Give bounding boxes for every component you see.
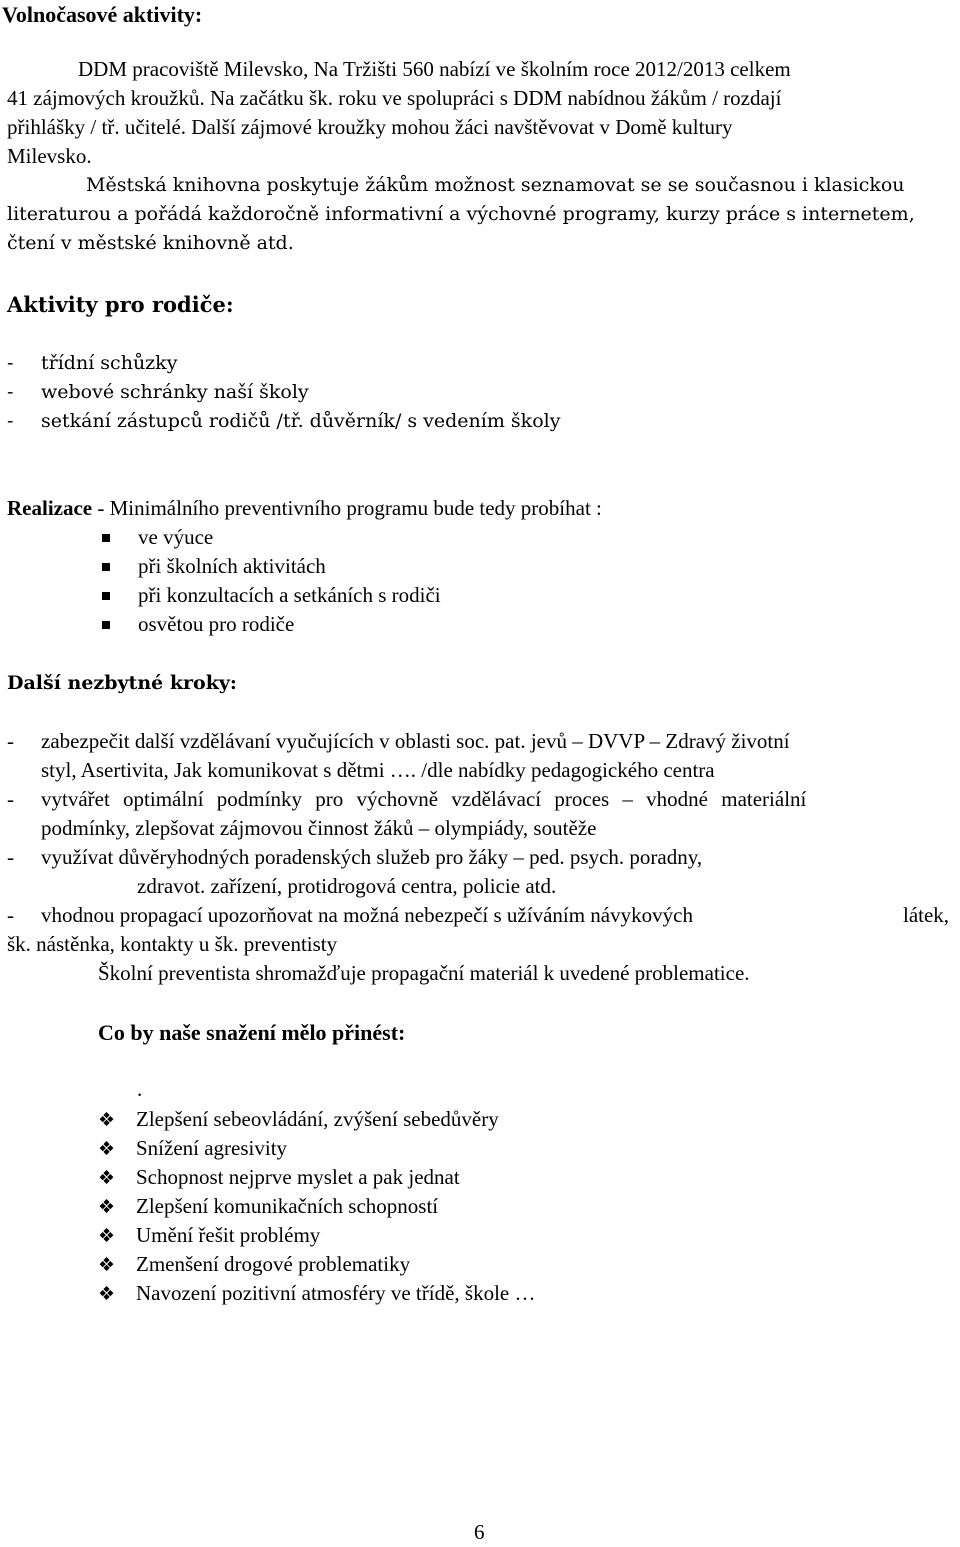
list-item — [98, 1192, 438, 1222]
leisure-para1-line4: Milevsko. — [7, 144, 92, 168]
heading-leisure: Volnočasové aktivity: — [2, 2, 203, 27]
list-item — [98, 610, 294, 639]
realization-item-3: při konzultacích a setkáních s rodiči — [138, 583, 441, 607]
list-item: - setkání zástupců rodičů /tř. důvěrník/ s vedením školy — [7, 410, 561, 432]
step-1-text: zabezpečit další vzdělávaní vyučujících v oblasti soc. pat. jevů – DVVP – Zdravý životní — [41, 729, 790, 753]
square-bullet-icon — [102, 563, 110, 571]
list-item — [98, 1134, 287, 1164]
dash-marker: - — [7, 729, 14, 753]
realization-label: Realizace — [7, 496, 93, 520]
list-item — [98, 1279, 535, 1309]
diamond-bullet-icon: ❖ — [98, 1139, 116, 1160]
leisure-para2-line3: čtení v městské knihovně atd. — [7, 232, 294, 254]
diamond-bullet-icon: ❖ — [98, 1168, 116, 1189]
outcomes-dot: . — [137, 1077, 143, 1101]
diamond-bullet-icon: ❖ — [98, 1284, 116, 1305]
list-item — [98, 1105, 499, 1135]
heading-next-steps: Další nezbytné kroky: — [7, 672, 237, 694]
square-bullet-icon — [102, 592, 110, 600]
diamond-bullet-icon: ❖ — [98, 1226, 116, 1247]
heading-outcomes: Co by naše snažení mělo přinést: — [98, 1020, 406, 1045]
realization-item-2: při školních aktivitách — [138, 554, 326, 578]
step-4-line1-end: látek, — [903, 903, 950, 927]
outcome-item-7: Navození pozitivní atmosféry ve třídě, škole … — [136, 1281, 536, 1305]
list-item — [98, 1250, 410, 1280]
step-3-line1: využívat důvěryhodných poradenských služeb pro žáky – ped. psych. poradny, — [41, 845, 703, 869]
outcome-item-2: Snížení agresivity — [136, 1136, 288, 1160]
list-item — [98, 552, 326, 581]
leisure-para1-line2 — [7, 84, 949, 113]
outcome-item-3: Schopnost nejprve myslet a pak jednat — [136, 1165, 460, 1189]
leisure-para1-line1: DDM pracoviště Milevsko, Na Tržišti 560 nabízí ve školním roce 2012/2013 celkem — [78, 57, 791, 81]
step-4-line1: vhodnou propagací upozorňovat na možná nebezpečí s užíváním návykových — [41, 903, 693, 927]
list-item — [98, 1221, 320, 1251]
dash-marker: - — [7, 845, 14, 869]
list-item: - třídní schůzky — [7, 352, 178, 374]
square-bullet-icon — [102, 621, 110, 629]
realization-item-4: osvětou pro rodiče — [138, 612, 295, 636]
step-3-line2: zdravot. zařízení, protidrogová centra, policie atd. — [137, 874, 557, 898]
realization-intro — [7, 494, 602, 523]
step-1-line2: styl, Asertivita, Jak komunikovat s dětmi …. /dle nabídky pedagogického centra — [41, 758, 715, 782]
outcome-item-1: Zlepšení sebeovládání, zvýšení sebedůvěry — [136, 1107, 499, 1131]
text-fragment: 41 zájmových kroužků. Na začátku šk. roku ve spolupráci s DDM nabídnou žákům / rozdají — [7, 86, 782, 110]
step-4-note: Školní preventista shromažďuje propagační materiál k uvedené problematice. — [98, 961, 750, 985]
leisure-para2-line1: Městská knihovna poskytuje žákům možnost seznamovat se se současnou i klasickou — [86, 174, 905, 196]
step-2-line2: podmínky, zlepšovat zájmovou činnost žáků – olympiády, soutěže — [41, 816, 597, 840]
diamond-bullet-icon: ❖ — [98, 1197, 116, 1218]
parent-item-1: třídní schůzky — [41, 352, 178, 374]
leisure-para2-line2: literaturou a pořádá každoročně informativní a výchovné programy, kurzy práce s internetem, — [7, 203, 915, 225]
list-item: - webové schránky naší školy — [7, 381, 309, 403]
page-number: 6 — [474, 1520, 485, 1544]
parent-item-2: webové schránky naší školy — [41, 381, 309, 403]
outcome-item-5: Umění řešit problémy — [136, 1223, 321, 1247]
parent-item-3: setkání zástupců rodičů /tř. důvěrník/ s vedením školy — [41, 410, 561, 432]
realization-item-1: ve výuce — [138, 525, 214, 549]
square-bullet-icon — [102, 534, 110, 542]
list-item — [98, 1163, 460, 1193]
heading-parents: Aktivity pro rodiče: — [7, 292, 234, 317]
diamond-bullet-icon: ❖ — [98, 1255, 116, 1276]
list-item — [98, 523, 213, 552]
step-1-line1 — [41, 727, 944, 756]
dash-marker: - — [7, 787, 14, 811]
diamond-bullet-icon: ❖ — [98, 1110, 116, 1131]
outcome-item-4: Zlepšení komunikačních schopností — [136, 1194, 439, 1218]
list-item — [98, 581, 441, 610]
realization-text: - Minimálního preventivního programu bude tedy probíhat : — [92, 496, 602, 520]
step-2-line1: vytvářet optimální podmínky pro výchovně vzdělávací proces – vhodné materiální — [41, 787, 807, 811]
step-4-line2: šk. nástěnka, kontakty u šk. preventisty — [7, 932, 338, 956]
outcome-item-6: Zmenšení drogové problematiky — [136, 1252, 411, 1276]
dash-marker: - — [7, 903, 14, 927]
leisure-para1-line3: přihlášky / tř. učitelé. Další zájmové kroužky mohou žáci navštěvovat v Domě kultury — [7, 115, 733, 139]
